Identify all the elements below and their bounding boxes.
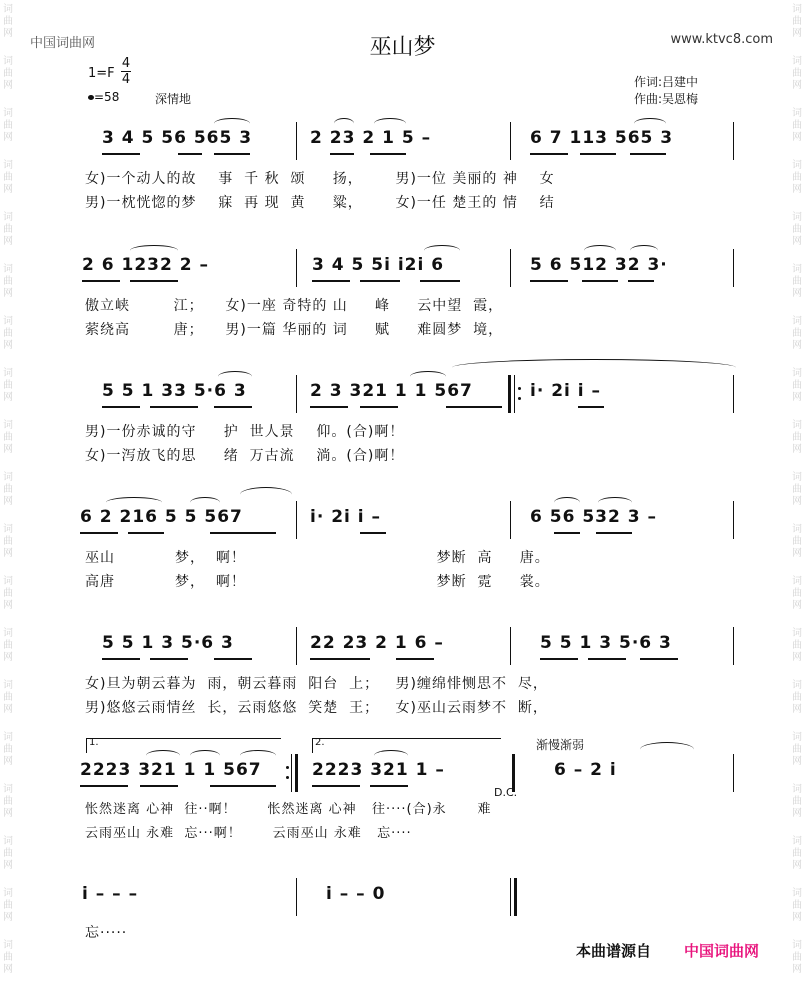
watermark-char: 网 [3, 600, 13, 611]
watermark-char: 曲 [3, 276, 13, 287]
watermark-char: 曲 [3, 16, 13, 27]
volta-2-label: 2. [315, 737, 325, 748]
watermark-char: 网 [792, 600, 802, 611]
watermark-char: 曲 [792, 328, 802, 339]
watermark-char: 曲 [792, 848, 802, 859]
watermark-char: 曲 [3, 484, 13, 495]
watermark-char: 网 [3, 288, 13, 299]
watermark-char: 词 [3, 888, 13, 899]
watermark-char: 词 [3, 316, 13, 327]
song-title: 巫山梦 [369, 35, 436, 60]
watermark-char: 网 [3, 132, 13, 143]
measure-3-1: 5 5 1 33 5·6 3 [102, 381, 247, 401]
measure-7-1: i – – – [82, 884, 139, 904]
watermark-char: 网 [3, 548, 13, 559]
watermark-char: 曲 [3, 952, 13, 963]
watermark-char: 曲 [792, 588, 802, 599]
measure-1-1: 3 4 5 56 565 3 [102, 128, 253, 148]
source-site-link[interactable]: 中国词曲网 [684, 942, 760, 960]
watermark-char: 曲 [3, 68, 13, 79]
expression-mark: 深情地 [155, 92, 192, 106]
watermark-char: 网 [3, 912, 13, 923]
watermark-char: 词 [3, 368, 13, 379]
watermark-char: 网 [792, 964, 802, 975]
lyrics-2-2: 萦绕高 唐； 男)一篇 华丽的 词 赋 难圆梦 境， [85, 322, 504, 338]
watermark-char: 网 [792, 392, 802, 403]
watermark-char: 网 [792, 288, 802, 299]
score-system-3 [0, 381, 805, 471]
measure-2-3: 5 6 512 32 3· [530, 255, 668, 275]
watermark-char: 曲 [3, 224, 13, 235]
dc-mark: D.C. [494, 786, 518, 799]
watermark-char: 网 [792, 496, 802, 507]
measure-7-2: i – – 0 [326, 884, 386, 904]
watermark-char: 词 [3, 576, 13, 587]
watermark-char: 词 [792, 316, 802, 327]
watermark-char: 词 [792, 56, 802, 67]
watermark-char: 网 [3, 236, 13, 247]
watermark-char: 网 [3, 860, 13, 871]
watermark-char: 曲 [3, 848, 13, 859]
watermark-char: 网 [3, 80, 13, 91]
watermark-char: 网 [792, 756, 802, 767]
watermark-char: 词 [792, 524, 802, 535]
watermark-char: 词 [3, 212, 13, 223]
watermark-char: 词 [3, 784, 13, 795]
measure-3-3: i· 2i i – [530, 381, 602, 401]
watermark-char: 网 [3, 496, 13, 507]
watermark-char: 词 [3, 680, 13, 691]
score-system-5 [0, 633, 805, 723]
watermark-char: 曲 [792, 640, 802, 651]
watermark-char: 曲 [3, 536, 13, 547]
watermark-char: 曲 [3, 120, 13, 131]
watermark-char: 词 [792, 108, 802, 119]
watermark-char: 词 [792, 836, 802, 847]
watermark-char: 曲 [792, 692, 802, 703]
measure-5-2: 22 23 2 1 6 – [310, 633, 444, 653]
watermark-char: 词 [792, 888, 802, 899]
volta-2-bracket [312, 738, 501, 753]
watermark-char: 网 [3, 184, 13, 195]
lyrics-6-2: 云雨巫山 永难 忘···啊！ 云雨巫山 永难 忘···· [85, 826, 412, 841]
measure-4-2: i· 2i i – [310, 507, 382, 527]
watermark-char: 网 [3, 444, 13, 455]
watermark-char: 曲 [792, 224, 802, 235]
watermark-char: 词 [3, 264, 13, 275]
watermark-char: 网 [3, 340, 13, 351]
lyrics-3-1: 男)一份赤诚的守 护 世人景 仰。(合)啊！ [85, 424, 405, 440]
watermark-char: 曲 [792, 744, 802, 755]
watermark-char: 词 [3, 4, 13, 15]
site-url: www.ktvc8.com [670, 32, 773, 47]
watermark-char: 曲 [792, 68, 802, 79]
lyrics-2-1: 傲立峡 江； 女)一座 奇特的 山 峰 云中望 霞， [85, 298, 504, 314]
measure-2-2: 3 4 5 5i i2i 6 [312, 255, 445, 275]
watermark-char: 网 [792, 184, 802, 195]
watermark-char: 网 [792, 132, 802, 143]
watermark-char: 曲 [3, 588, 13, 599]
watermark-char: 曲 [792, 120, 802, 131]
watermark-char: 词 [3, 940, 13, 951]
lyrics-1-1: 女)一个动人的故 事 千 秋 颂 扬， 男)一位 美丽的 神 女 [85, 171, 555, 187]
lyrics-5-2: 男)悠悠云雨情丝 长，云雨悠悠 笑楚 王； 女)巫山云雨梦不 断， [85, 700, 548, 716]
watermark-char: 网 [792, 444, 802, 455]
watermark-char: 曲 [792, 536, 802, 547]
watermark-char: 词 [792, 160, 802, 171]
watermark-char: 曲 [3, 640, 13, 651]
lyrics-3-2: 女)一泻放飞的思 绪 万古流 淌。(合)啊！ [85, 448, 405, 464]
watermark-char: 曲 [792, 276, 802, 287]
watermark-char: 词 [3, 524, 13, 535]
watermark-char: 网 [792, 236, 802, 247]
watermark-char: 词 [3, 56, 13, 67]
watermark-char: 曲 [3, 328, 13, 339]
watermark-char: 词 [792, 368, 802, 379]
measure-4-1: 6 2 216 5 5 567 [80, 507, 243, 527]
measure-3-2: 2 3 321 1 1 567 [310, 381, 473, 401]
watermark-char: 词 [792, 576, 802, 587]
watermark-char: 网 [792, 704, 802, 715]
watermark-char: 曲 [792, 16, 802, 27]
watermark-char: 网 [792, 652, 802, 663]
site-watermark: 中国词曲网 [30, 36, 96, 51]
lyrics-4-1: 巫山 梦， 啊！ 梦断 高 唐。 [85, 550, 550, 566]
tempo-value: =58 [94, 90, 120, 104]
lyrics-6-1: 怅然迷离 心神 往··啊！ 怅然迷离 心神 往····(合)永 难 [85, 802, 492, 817]
watermark-char: 曲 [792, 432, 802, 443]
watermark-char: 网 [3, 756, 13, 767]
measure-6-2: 2223 321 1 – [312, 760, 445, 780]
watermark-char: 词 [792, 732, 802, 743]
watermark-char: 曲 [792, 952, 802, 963]
key-signature: 1=F [88, 66, 115, 81]
watermark-char: 词 [792, 420, 802, 431]
watermark-char: 词 [3, 472, 13, 483]
lyrics-4-2: 高唐 梦， 啊！ 梦断 霓 裳。 [85, 574, 550, 590]
watermark-char: 词 [3, 628, 13, 639]
watermark-char: 词 [792, 940, 802, 951]
lyrics-7-1: 忘····· [85, 925, 128, 941]
measure-1-3: 6 7 113 565 3 [530, 128, 674, 148]
score-system-4 [0, 507, 805, 597]
time-bottom: 4 [121, 72, 131, 87]
measure-5-1: 5 5 1 3 5·6 3 [102, 633, 234, 653]
watermark-char: 词 [792, 264, 802, 275]
watermark-char: 网 [792, 28, 802, 39]
watermark-char: 词 [792, 680, 802, 691]
watermark-char: 网 [3, 28, 13, 39]
watermark-char: 词 [3, 160, 13, 171]
watermark-char: 网 [792, 912, 802, 923]
score-system-1 [0, 128, 805, 218]
time-top: 4 [121, 56, 131, 71]
watermark-char: 词 [792, 628, 802, 639]
dynamic-instruction: 渐慢渐弱 [536, 738, 585, 752]
composer: 作曲:吴恩梅 [634, 92, 699, 106]
watermark-char: 词 [792, 4, 802, 15]
watermark-char: 曲 [792, 380, 802, 391]
watermark-char: 网 [792, 808, 802, 819]
watermark-char: 网 [3, 964, 13, 975]
watermark-char: 曲 [3, 900, 13, 911]
watermark-char: 网 [3, 392, 13, 403]
watermark-char: 词 [792, 472, 802, 483]
measure-6-1: 2223 321 1 1 567 [80, 760, 262, 780]
watermark-char: 网 [792, 548, 802, 559]
measure-2-1: 2 6 1232 2 – [82, 255, 209, 275]
measure-6-3: 6 – 2 i [554, 760, 617, 780]
watermark-char: 词 [3, 420, 13, 431]
watermark-char: 网 [3, 652, 13, 663]
watermark-char: 曲 [792, 484, 802, 495]
source-label: 本曲谱源自 [576, 942, 652, 960]
watermark-char: 曲 [3, 380, 13, 391]
watermark-char: 曲 [792, 172, 802, 183]
watermark-char: 网 [3, 808, 13, 819]
watermark-char: 曲 [3, 796, 13, 807]
time-signature [120, 56, 132, 87]
watermark-char: 曲 [792, 900, 802, 911]
lyrics-1-2: 男)一枕恍惚的梦 寐 再 现 黄 粱， 女)一任 楚王的 情 结 [85, 195, 555, 211]
watermark-char: 网 [792, 80, 802, 91]
lyricist: 作词:吕建中 [634, 75, 699, 89]
watermark-char: 词 [3, 732, 13, 743]
watermark-char: 词 [792, 212, 802, 223]
measure-1-2: 2 23 2 1 5 – [310, 128, 432, 148]
watermark-char: 网 [792, 340, 802, 351]
watermark-char: 曲 [3, 744, 13, 755]
score-system-6 [0, 737, 805, 850]
watermark-char: 曲 [3, 692, 13, 703]
volta-1-label: 1. [89, 737, 99, 748]
tempo-mark [88, 90, 119, 104]
watermark-char: 网 [792, 860, 802, 871]
watermark-char: 词 [3, 108, 13, 119]
watermark-char: 曲 [792, 796, 802, 807]
watermark-char: 词 [792, 784, 802, 795]
watermark-char: 网 [3, 704, 13, 715]
watermark-char: 词 [3, 836, 13, 847]
watermark-char: 曲 [3, 172, 13, 183]
measure-4-3: 6 56 532 3 – [530, 507, 657, 527]
score-system-2 [0, 255, 805, 345]
measure-5-3: 5 5 1 3 5·6 3 [540, 633, 672, 653]
lyrics-5-1: 女)旦为朝云暮为 雨，朝云暮雨 阳台 上； 男)缠绵悱恻思不 尽， [85, 676, 548, 692]
watermark-char: 曲 [3, 432, 13, 443]
